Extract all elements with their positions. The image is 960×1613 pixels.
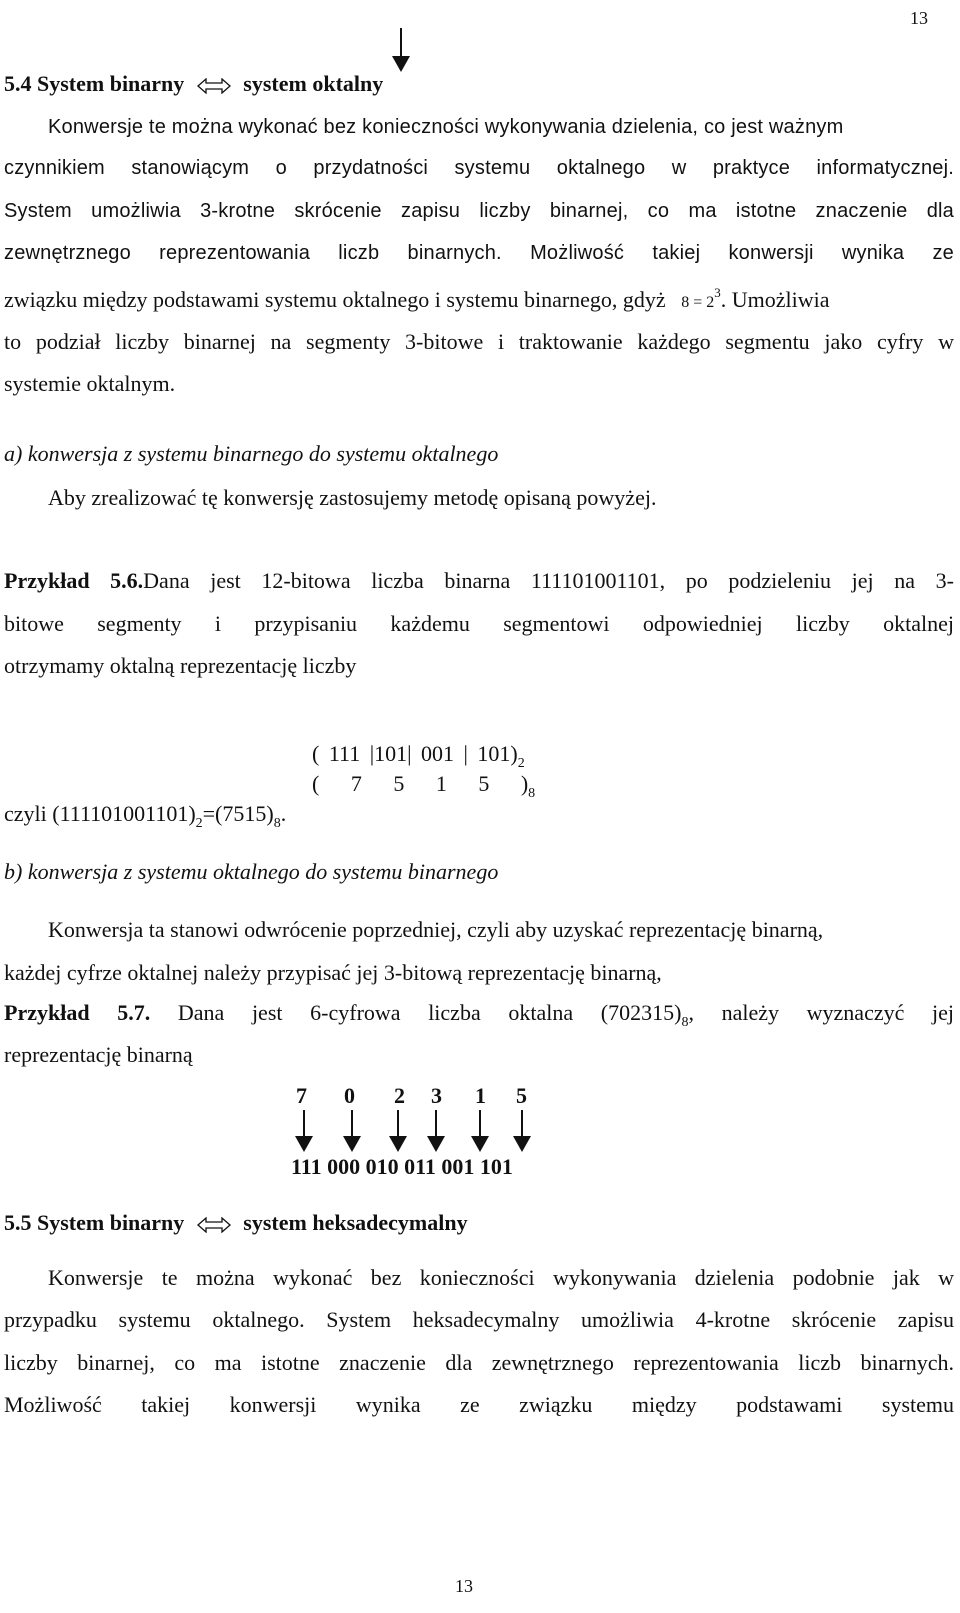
paragraph-line: Konwersje te można wykonać bez konieczności wykonywania dzielenia podobnie jak w bbox=[48, 1265, 954, 1290]
section-heading-5-5: 5.5 System binarny system heksadecymalny bbox=[4, 1210, 468, 1235]
paragraph-line: Konwersje te można wykonać bez konieczności wykonywania dzielenia, co jest ważnym bbox=[48, 116, 844, 138]
paragraph-line: zewnętrznego reprezentowania liczb binarnych. Możliwość takiej konwersji wynika ze bbox=[4, 242, 954, 264]
segment-row: ( 111 |101| 001 | $101)_2$ bbox=[312, 741, 525, 771]
page-number-bottom: 13 bbox=[455, 1576, 473, 1596]
down-arrow-icon bbox=[386, 1110, 410, 1154]
down-arrow-icon bbox=[389, 28, 413, 74]
paragraph-line: Konwersja ta stanowi odwrócenie poprzedniej, czyli aby uzyskać reprezentację binarną, bbox=[48, 917, 824, 942]
paragraph-text: , należy wyznaczyć jej bbox=[688, 1000, 955, 1025]
paragraph-line: System umożliwia 3-krotne skrócenie zapisu liczby binarnej, co ma istotne znaczenie dla bbox=[4, 200, 954, 222]
example-label: Przykład 5.7. bbox=[4, 1000, 151, 1025]
octal-digit: 2 bbox=[394, 1083, 405, 1108]
paragraph-line-formula bbox=[4, 286, 829, 317]
octal-digit: 3 bbox=[431, 1083, 442, 1108]
conversion-result: czyli $(111101001101)_2=(7515)_8$. bbox=[4, 801, 287, 831]
double-arrow-icon bbox=[196, 1217, 232, 1233]
page-number-top: 13 bbox=[910, 8, 928, 28]
down-arrow-icon bbox=[424, 1110, 448, 1154]
octal-row: ( 7 5 1 5 )$_8$ bbox=[312, 771, 536, 801]
paragraph-text: Dana jest 12-bitowa liczba binarna 111101001101, po podzieleniu jej na 3- bbox=[143, 568, 954, 593]
paragraph-line: przypadku systemu oktalnego. System heksadecymalny umożliwia 4-krotne skrócenie zapisu bbox=[4, 1307, 954, 1332]
paragraph-line: liczby binarnej, co ma istotne znaczenie dla zewnętrznego reprezentowania liczb binarnych. bbox=[4, 1350, 954, 1375]
octal-digit: 5 bbox=[516, 1083, 527, 1108]
octal-digit: 1 bbox=[475, 1083, 486, 1108]
paragraph-line: każdej cyfrze oktalnej należy przypisać jej 3-bitową reprezentację binarną, bbox=[4, 960, 662, 985]
paragraph-text: związku między podstawami systemu oktalnego i systemu binarnego, gdyż bbox=[4, 287, 666, 312]
down-arrow-icon bbox=[510, 1110, 534, 1154]
down-arrow-icon bbox=[340, 1110, 364, 1154]
example-5-6-line bbox=[4, 567, 954, 595]
paragraph-line: Możliwość takiej konwersji wynika ze związku między podstawami systemu bbox=[4, 1392, 954, 1417]
paragraph-text: Dana jest 6-cyfrowa liczba oktalna (702315) bbox=[177, 1000, 682, 1025]
paragraph-line: Aby zrealizować tę konwersję zastosujemy metodę opisaną powyżej. bbox=[48, 485, 657, 510]
formula: $8 = 2^3$ bbox=[681, 285, 721, 311]
paragraph-line: systemie oktalnym. bbox=[4, 371, 176, 396]
example-label: Przykład 5.6. bbox=[4, 568, 144, 593]
down-arrow-icon bbox=[468, 1110, 492, 1154]
down-arrow-icon bbox=[292, 1110, 316, 1154]
octal-digit: 0 bbox=[344, 1083, 355, 1108]
octal-digit: 7 bbox=[296, 1083, 307, 1108]
paragraph-line: to podział liczby binarnej na segmenty 3-bitowe i traktowanie każdego segmentu jako cyfry w bbox=[4, 329, 954, 354]
section-heading-5-4: 5.4 System binarny system oktalny bbox=[4, 71, 384, 96]
subsection-title-a: a) konwersja z systemu binarnego do systemu oktalnego bbox=[4, 441, 499, 466]
paragraph-line: reprezentację binarną bbox=[4, 1042, 193, 1067]
paragraph-line: czynnikiem stanowiącym o przydatności systemu oktalnego w praktyce informatycznej. bbox=[4, 157, 954, 179]
double-arrow-icon bbox=[196, 78, 232, 94]
example-5-7-line: Przykład 5.7. Dana jest 6-cyfrowa liczba oktalna $(702315)_8$, należy wyznaczyć jej bbox=[4, 1000, 955, 1030]
paragraph-line: bitowe segmenty i przypisaniu każdemu segmentowi odpowiedniej liczby oktalnej bbox=[4, 611, 954, 636]
paragraph-line: otrzymamy oktalną reprezentację liczby bbox=[4, 653, 357, 678]
subsection-title-b: b) konwersja z systemu oktalnego do systemu binarnego bbox=[4, 859, 499, 884]
paragraph-text: . Umożliwia bbox=[720, 287, 830, 312]
binary-result: 111 000 010 011 001 101 bbox=[291, 1154, 513, 1179]
